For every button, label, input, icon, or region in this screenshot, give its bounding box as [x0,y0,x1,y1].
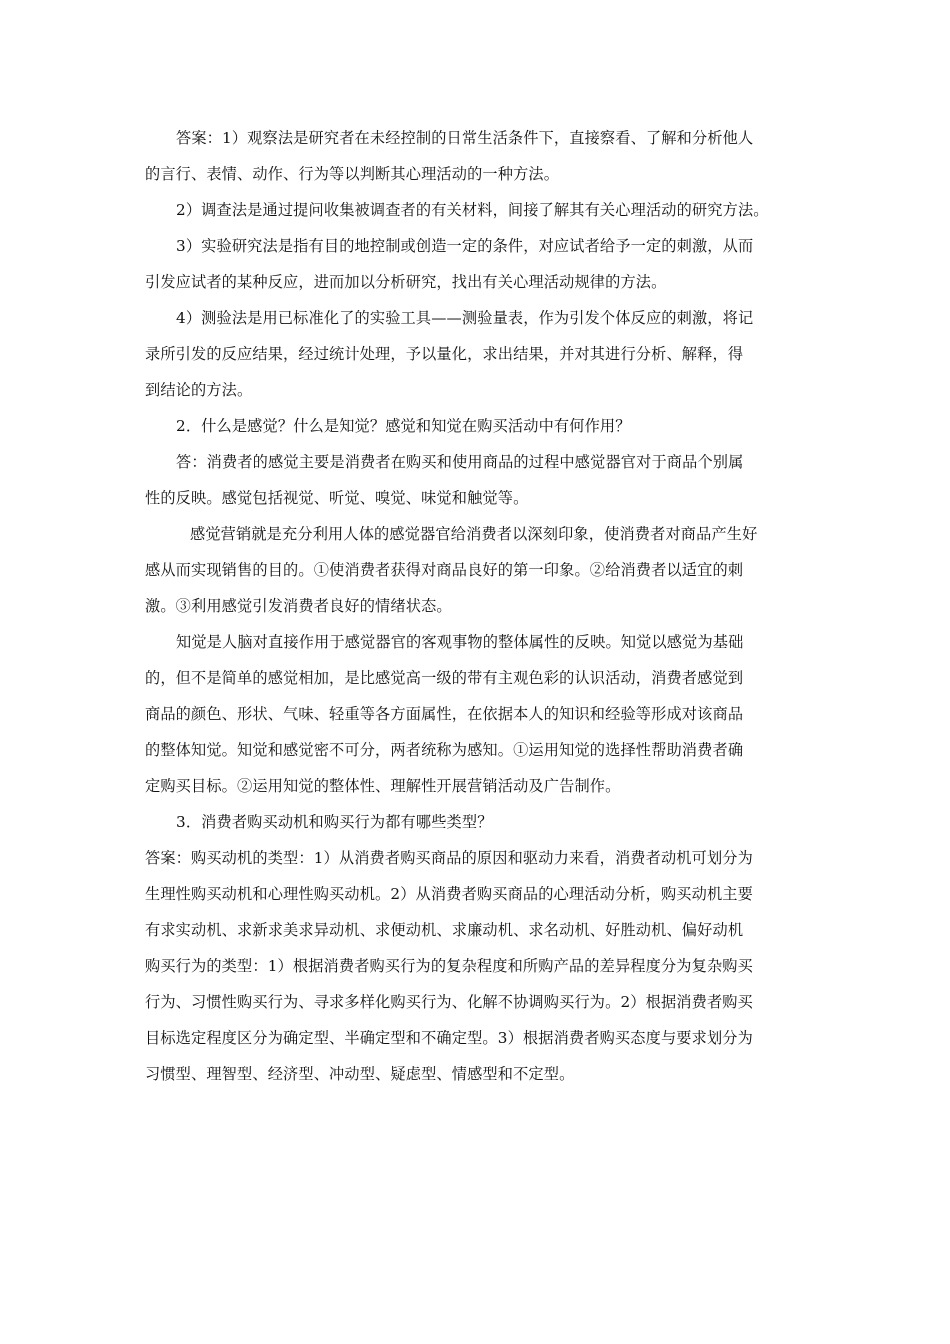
text-line: 激。③利用感觉引发消费者良好的情绪状态。 [145,597,452,615]
text-line: 定购买目标。②运用知觉的整体性、理解性开展营销活动及广告制作。 [145,777,621,795]
text-line: 习惯型、理智型、经济型、冲动型、疑虑型、情感型和不定型。 [145,1065,575,1083]
text-line: 引发应试者的某种反应，进而加以分析研究，找出有关心理活动规律的方法。 [145,273,667,291]
text-line: 感从而实现销售的目的。①使消费者获得对商品良好的第一印象。②给消费者以适宜的刺 [145,561,744,579]
text-line: 答案：1）观察法是研究者在未经控制的日常生活条件下，直接察看、了解和分析他人 [176,129,754,147]
text-line: 性的反映。感觉包括视觉、听觉、嗅觉、味觉和触觉等。 [145,489,529,507]
text-line: 知觉是人脑对直接作用于感觉器官的客观事物的整体属性的反映。知觉以感觉为基础 [176,633,744,651]
text-line: 录所引发的反应结果，经过统计处理，予以量化，求出结果，并对其进行分析、解释，得 [145,345,744,363]
text-line: 有求实动机、求新求美求异动机、求便动机、求廉动机、求名动机、好胜动机、偏好动机 [145,921,744,939]
question-heading: 3．消费者购买动机和购买行为都有哪些类型？ [176,813,493,831]
text-line: 答案：购买动机的类型：1）从消费者购买商品的原因和驱动力来看，消费者动机可划分为 [145,849,753,867]
text-line: 商品的颜色、形状、气味、轻重等各方面属性，在依据本人的知识和经验等形成对该商品 [145,705,744,723]
question-heading: 2．什么是感觉？什么是知觉？感觉和知觉在购买活动中有何作用？ [176,417,631,435]
text-line: 4）测验法是用已标准化了的实验工具——测验量表，作为引发个体反应的刺激，将记 [176,309,754,327]
text-line: 2）调查法是通过提问收集被调查者的有关材料，间接了解其有关心理活动的研究方法。 [176,201,769,219]
text-line: 到结论的方法。 [145,381,253,399]
text-line: 购买行为的类型：1）根据消费者购买行为的复杂程度和所购产品的差异程度分为复杂购买 [145,957,753,975]
text-line: 行为、习惯性购买行为、寻求多样化购买行为、化解不协调购买行为。2）根据消费者购买 [145,993,753,1011]
text-line: 的，但不是简单的感觉相加，是比感觉高一级的带有主观色彩的认识活动，消费者感觉到 [145,669,744,687]
text-line: 的言行、表情、动作、行为等以判断其心理活动的一种方法。 [145,165,560,183]
text-line: 的整体知觉。知觉和感觉密不可分，两者统称为感知。①运用知觉的选择性帮助消费者确 [145,741,744,759]
text-line: 目标选定程度区分为确定型、半确定型和不确定型。3）根据消费者购买态度与要求划分为 [145,1029,753,1047]
text-line: 答：消费者的感觉主要是消费者在购买和使用商品的过程中感觉器官对于商品个别属 [176,453,744,471]
text-line: 生理性购买动机和心理性购买动机。2）从消费者购买商品的心理活动分析，购买动机主要 [145,885,753,903]
text-line: 感觉营销就是充分利用人体的感觉器官给消费者以深刻印象，使消费者对商品产生好 [190,525,758,543]
text-line: 3）实验研究法是指有目的地控制或创造一定的条件，对应试者给予一定的刺激，从而 [176,237,754,255]
